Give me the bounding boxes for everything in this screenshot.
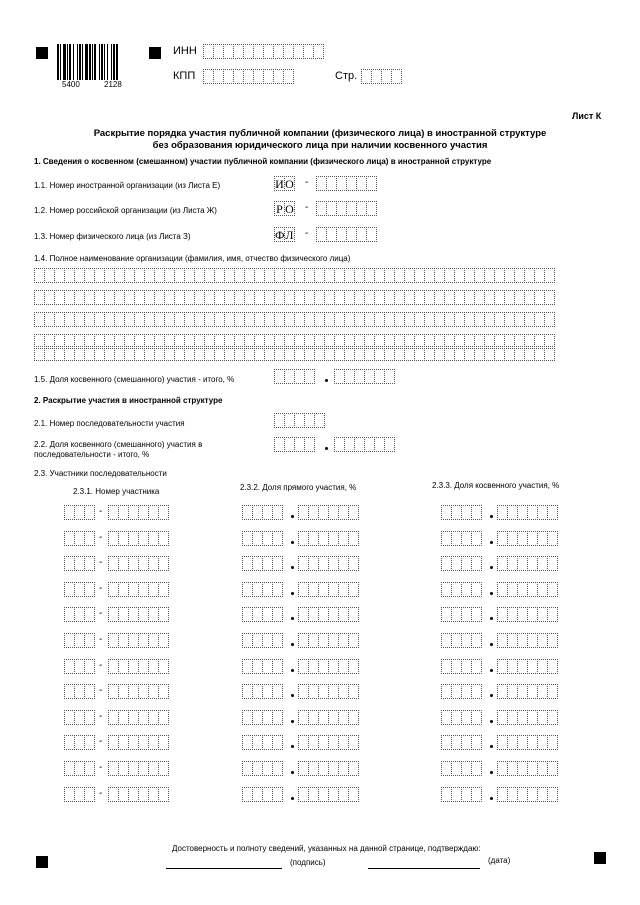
separator-dash: - — [99, 506, 103, 517]
col-2-3-2-header: 2.3.2. Доля прямого участия, % — [240, 483, 357, 492]
participant-number-part2[interactable] — [108, 607, 168, 623]
item-1-3-label: 1.3. Номер физического лица (из Листа З) — [34, 232, 191, 241]
registration-mark-top-left — [36, 47, 48, 59]
entry-cell[interactable] — [84, 607, 95, 622]
entry-cell[interactable] — [348, 505, 359, 520]
entry-cell[interactable] — [158, 684, 169, 699]
entry-cell[interactable] — [547, 735, 558, 750]
decimal-point — [291, 669, 294, 672]
entry-cell[interactable] — [471, 556, 482, 571]
decimal-point — [291, 797, 294, 800]
decimal-point — [490, 515, 493, 518]
decimal-point — [325, 379, 328, 382]
direct-share-fraction[interactable] — [298, 787, 358, 803]
entry-cell[interactable] — [348, 582, 359, 597]
entry-cell[interactable] — [272, 659, 283, 674]
decimal-point — [490, 592, 493, 595]
page-number-field[interactable] — [361, 69, 401, 85]
participant-number-part2[interactable] — [108, 684, 168, 700]
participant-number-part1[interactable] — [64, 761, 94, 777]
kpp-field[interactable] — [203, 69, 293, 85]
section2-heading: 2. Раскрытие участия в иностранной структуре — [34, 396, 223, 405]
entry-cell[interactable] — [84, 531, 95, 546]
decimal-point — [291, 720, 294, 723]
participant-number-part1[interactable] — [64, 607, 94, 623]
decimal-point — [291, 566, 294, 569]
entry-cell[interactable] — [272, 505, 283, 520]
entry-cell[interactable] — [272, 787, 283, 802]
entry-cell[interactable] — [158, 787, 169, 802]
entry-cell[interactable] — [348, 787, 359, 802]
item-1-4-label: 1.4. Полное наименование организации (фамилия, имя, отчество физического лица) — [34, 254, 351, 263]
separator-dash: - — [305, 177, 309, 188]
indirect-share-integer[interactable] — [441, 659, 481, 675]
decimal-point — [325, 447, 328, 450]
entry-cell[interactable] — [544, 346, 555, 361]
indirect-share-fraction[interactable] — [497, 505, 557, 521]
entry-cell[interactable] — [84, 582, 95, 597]
indirect-share-fraction[interactable] — [497, 710, 557, 726]
separator-dash: - — [99, 659, 103, 671]
direct-share-fraction[interactable] — [298, 556, 358, 572]
entry-cell[interactable] — [158, 607, 169, 622]
entry-cell[interactable] — [272, 531, 283, 546]
decimal-point — [291, 592, 294, 595]
inn-field[interactable] — [203, 44, 323, 60]
participant-number-part1[interactable] — [64, 505, 94, 521]
entry-cell[interactable] — [272, 582, 283, 597]
participant-number-part2[interactable] — [108, 505, 168, 521]
decimal-point — [490, 797, 493, 800]
participant-number-part1[interactable] — [64, 710, 94, 726]
entry-cell[interactable] — [348, 710, 359, 725]
item-2-2-label-line2: последовательности - итого, % — [34, 450, 150, 459]
page-label: Стр. — [335, 70, 358, 82]
decimal-point — [490, 745, 493, 748]
separator-dash: - — [99, 736, 103, 748]
entry-cell[interactable] — [84, 556, 95, 571]
entry-cell[interactable] — [471, 684, 482, 699]
decimal-point — [490, 694, 493, 697]
direct-share-fraction[interactable] — [298, 607, 358, 623]
indirect-share-fraction[interactable] — [497, 531, 557, 547]
item-1-2-label: 1.2. Номер российской организации (из Листа Ж) — [34, 206, 217, 215]
sheet-label: Лист К — [572, 111, 602, 121]
separator-dash: - — [99, 557, 103, 569]
signature-label: (подпись) — [290, 858, 326, 867]
entry-cell[interactable] — [547, 633, 558, 648]
item-1-1-label: 1.1. Номер иностранной организации (из Листа Е) — [34, 181, 221, 190]
entry-cell[interactable] — [84, 659, 95, 674]
item-2-2-fraction-field[interactable] — [334, 437, 394, 453]
decimal-point — [291, 771, 294, 774]
entry-cell[interactable] — [84, 684, 95, 699]
participant-number-part1[interactable] — [64, 633, 94, 649]
entry-cell[interactable] — [158, 582, 169, 597]
section1-heading: 1. Сведения о косвенном (смешанном) участии публичной компании (физического лица) в иностранной структуре — [34, 157, 492, 166]
item-1-1-prefix — [274, 176, 294, 192]
direct-share-integer[interactable] — [242, 633, 282, 649]
entry-cell[interactable] — [366, 176, 377, 191]
entry-cell[interactable] — [348, 531, 359, 546]
decimal-point — [291, 643, 294, 646]
entry-cell[interactable] — [272, 761, 283, 776]
participant-number-part1[interactable] — [64, 582, 94, 598]
entry-cell[interactable] — [547, 710, 558, 725]
entry-cell[interactable] — [348, 659, 359, 674]
entry-cell[interactable] — [84, 710, 95, 725]
entry-cell[interactable] — [304, 369, 315, 384]
separator-dash: - — [305, 202, 309, 213]
entry-cell[interactable] — [547, 505, 558, 520]
separator-dash: - — [99, 531, 103, 543]
entry-cell[interactable] — [84, 505, 95, 520]
entry-cell[interactable] — [348, 761, 359, 776]
separator-dash: - — [99, 608, 103, 620]
entry-cell[interactable] — [471, 633, 482, 648]
entry-cell[interactable] — [544, 268, 555, 283]
participant-number-part1[interactable] — [64, 787, 94, 803]
item-2-3-label: 2.3. Участники последовательности — [34, 469, 167, 478]
participant-number-part2[interactable] — [108, 761, 168, 777]
entry-cell[interactable] — [391, 69, 402, 84]
indirect-share-integer[interactable] — [441, 505, 481, 521]
registration-mark-top-right — [149, 47, 161, 59]
direct-share-integer[interactable] — [242, 607, 282, 623]
entry-cell[interactable] — [272, 684, 283, 699]
entry-cell[interactable] — [366, 201, 377, 216]
prefix-letter: Р — [274, 201, 285, 216]
indirect-share-integer[interactable] — [441, 582, 481, 598]
participant-number-part1[interactable] — [64, 735, 94, 751]
entry-cell[interactable] — [471, 659, 482, 674]
indirect-share-fraction[interactable] — [497, 761, 557, 777]
participant-number-part2[interactable] — [108, 556, 168, 572]
registration-mark-bottom-right — [594, 852, 606, 864]
separator-dash: - — [99, 685, 103, 697]
decimal-point — [490, 617, 493, 620]
entry-cell[interactable] — [84, 787, 95, 802]
item-1-5-label: 1.5. Доля косвенного (смешанного) участия - итого, % — [34, 375, 235, 384]
indirect-share-fraction[interactable] — [497, 787, 557, 803]
entry-cell[interactable] — [84, 735, 95, 750]
direct-share-fraction[interactable] — [298, 710, 358, 726]
item-1-1-field[interactable] — [316, 176, 376, 192]
barcode-number-left: 5400 — [62, 80, 80, 89]
entry-cell[interactable] — [471, 735, 482, 750]
entry-cell[interactable] — [471, 505, 482, 520]
entry-cell[interactable] — [547, 607, 558, 622]
inn-label: ИНН — [173, 45, 197, 57]
decimal-point — [291, 694, 294, 697]
entry-cell[interactable] — [272, 607, 283, 622]
direct-share-integer[interactable] — [242, 761, 282, 777]
registration-mark-bottom-left — [36, 856, 48, 868]
entry-cell[interactable] — [471, 531, 482, 546]
prefix-letter: Ф — [275, 228, 285, 242]
entry-cell[interactable] — [272, 556, 283, 571]
indirect-share-fraction[interactable] — [497, 607, 557, 623]
item-2-2-integer-field[interactable] — [274, 437, 314, 453]
separator-dash: - — [99, 634, 103, 645]
entry-cell[interactable] — [272, 735, 283, 750]
participant-number-part2[interactable] — [108, 531, 168, 547]
entry-cell[interactable] — [84, 633, 95, 648]
indirect-share-integer[interactable] — [441, 607, 481, 623]
participant-number-part2[interactable] — [108, 582, 168, 598]
entry-cell[interactable] — [158, 761, 169, 776]
direct-share-integer[interactable] — [242, 556, 282, 572]
decimal-point — [291, 515, 294, 518]
entry-cell[interactable] — [544, 290, 555, 305]
kpp-label: КПП — [173, 70, 196, 82]
item-2-2-label-line1: 2.2. Доля косвенного (смешанного) участия в — [34, 440, 203, 449]
direct-share-integer[interactable] — [242, 505, 282, 521]
barcode — [57, 44, 137, 80]
decimal-point — [291, 617, 294, 620]
entry-cell[interactable] — [547, 787, 558, 802]
entry-cell[interactable] — [158, 505, 169, 520]
direct-share-integer[interactable] — [242, 659, 282, 675]
entry-cell[interactable] — [471, 787, 482, 802]
decimal-point — [490, 566, 493, 569]
entry-cell[interactable] — [272, 710, 283, 725]
item-1-4-row[interactable] — [34, 312, 554, 328]
decimal-point — [291, 541, 294, 544]
date-label: (дата) — [488, 856, 511, 865]
direct-share-fraction[interactable] — [298, 735, 358, 751]
direct-share-fraction[interactable] — [298, 505, 358, 521]
item-1-3-prefix — [274, 227, 294, 243]
entry-cell[interactable] — [283, 69, 294, 84]
separator-dash: - — [305, 228, 309, 239]
entry-cell[interactable] — [348, 684, 359, 699]
entry-cell[interactable] — [471, 761, 482, 776]
item-1-2-prefix — [274, 201, 294, 217]
participant-number-part1[interactable] — [64, 531, 94, 547]
footer-statement: Достоверность и полноту сведений, указанных на данной странице, подтверждаю: — [172, 844, 481, 853]
direct-share-fraction[interactable] — [298, 582, 358, 598]
entry-cell[interactable] — [547, 761, 558, 776]
entry-cell[interactable] — [313, 44, 324, 59]
participant-number-part2[interactable] — [108, 787, 168, 803]
entry-cell[interactable] — [348, 556, 359, 571]
entry-cell[interactable] — [348, 735, 359, 750]
item-2-1-label: 2.1. Номер последовательности участия — [34, 419, 185, 428]
indirect-share-integer[interactable] — [441, 556, 481, 572]
entry-cell[interactable] — [471, 710, 482, 725]
entry-cell[interactable] — [471, 607, 482, 622]
prefix-letter: Л — [285, 228, 294, 242]
entry-cell[interactable] — [547, 556, 558, 571]
item-1-2-field[interactable] — [316, 201, 376, 217]
direct-share-fraction[interactable] — [298, 531, 358, 547]
prefix-letter: О — [285, 177, 294, 191]
direct-share-fraction[interactable] — [298, 659, 358, 675]
item-1-4-row[interactable] — [34, 346, 554, 362]
decimal-point — [490, 771, 493, 774]
separator-dash: - — [99, 710, 103, 722]
participant-number-part1[interactable] — [64, 556, 94, 572]
indirect-share-integer[interactable] — [441, 761, 481, 777]
indirect-share-fraction[interactable] — [497, 659, 557, 675]
direct-share-integer[interactable] — [242, 684, 282, 700]
date-line[interactable] — [368, 868, 480, 869]
indirect-share-fraction[interactable] — [497, 684, 557, 700]
item-1-5-fraction-field[interactable] — [334, 369, 394, 385]
item-1-3-field[interactable] — [316, 227, 376, 243]
entry-cell[interactable] — [84, 761, 95, 776]
item-1-5-integer-field[interactable] — [274, 369, 314, 385]
participant-number-part2[interactable] — [108, 710, 168, 726]
direct-share-integer[interactable] — [242, 787, 282, 803]
indirect-share-fraction[interactable] — [497, 633, 557, 649]
entry-cell[interactable] — [158, 659, 169, 674]
direct-share-integer[interactable] — [242, 710, 282, 726]
indirect-share-integer[interactable] — [441, 684, 481, 700]
decimal-point — [291, 745, 294, 748]
entry-cell[interactable] — [544, 312, 555, 327]
indirect-share-integer[interactable] — [441, 531, 481, 547]
participant-number-part2[interactable] — [108, 633, 168, 649]
direct-share-integer[interactable] — [242, 735, 282, 751]
indirect-share-integer[interactable] — [441, 710, 481, 726]
col-2-3-3-header: 2.3.3. Доля косвенного участия, % — [432, 481, 560, 490]
entry-cell[interactable] — [384, 437, 395, 452]
direct-share-fraction[interactable] — [298, 761, 358, 777]
separator-dash: - — [99, 582, 103, 594]
form-title-line2: без образования юридического лица при наличии косвенного участия — [152, 140, 488, 151]
form-title-line1: Раскрытие порядка участия публичной компании (физического лица) в иностранной структуре — [93, 128, 547, 139]
item-1-4-row[interactable] — [34, 268, 554, 284]
entry-cell[interactable] — [158, 710, 169, 725]
entry-cell[interactable] — [547, 582, 558, 597]
indirect-share-integer[interactable] — [441, 735, 481, 751]
decimal-point — [490, 541, 493, 544]
signature-line[interactable] — [166, 868, 282, 869]
entry-cell[interactable] — [314, 413, 325, 428]
entry-cell[interactable] — [547, 659, 558, 674]
indirect-share-fraction[interactable] — [497, 556, 557, 572]
direct-share-fraction[interactable] — [298, 684, 358, 700]
indirect-share-integer[interactable] — [441, 633, 481, 649]
participant-number-part2[interactable] — [108, 659, 168, 675]
direct-share-fraction[interactable] — [298, 633, 358, 649]
entry-cell[interactable] — [384, 369, 395, 384]
entry-cell[interactable] — [348, 607, 359, 622]
decimal-point — [490, 643, 493, 646]
prefix-letter: О — [285, 202, 294, 216]
decimal-point — [490, 669, 493, 672]
entry-cell[interactable] — [158, 735, 169, 750]
entry-cell[interactable] — [158, 556, 169, 571]
decimal-point — [490, 720, 493, 723]
direct-share-integer[interactable] — [242, 531, 282, 547]
entry-cell[interactable] — [348, 633, 359, 648]
col-2-3-1-header: 2.3.1. Номер участника — [73, 487, 160, 496]
entry-cell[interactable] — [547, 531, 558, 546]
barcode-number-right: 2128 — [104, 80, 122, 89]
indirect-share-fraction[interactable] — [497, 582, 557, 598]
entry-cell[interactable] — [366, 227, 377, 242]
separator-dash: - — [99, 787, 103, 799]
prefix-letter: И — [275, 177, 284, 191]
item-2-1-field[interactable] — [274, 413, 324, 429]
direct-share-integer[interactable] — [242, 582, 282, 598]
entry-cell[interactable] — [471, 582, 482, 597]
entry-cell[interactable] — [272, 633, 283, 648]
separator-dash: - — [99, 762, 103, 773]
participant-number-part1[interactable] — [64, 684, 94, 700]
entry-cell[interactable] — [304, 437, 315, 452]
item-1-4-row[interactable] — [34, 290, 554, 306]
entry-cell[interactable] — [158, 633, 169, 648]
participant-number-part2[interactable] — [108, 735, 168, 751]
indirect-share-fraction[interactable] — [497, 735, 557, 751]
participant-number-part1[interactable] — [64, 659, 94, 675]
entry-cell[interactable] — [547, 684, 558, 699]
entry-cell[interactable] — [158, 531, 169, 546]
indirect-share-integer[interactable] — [441, 787, 481, 803]
